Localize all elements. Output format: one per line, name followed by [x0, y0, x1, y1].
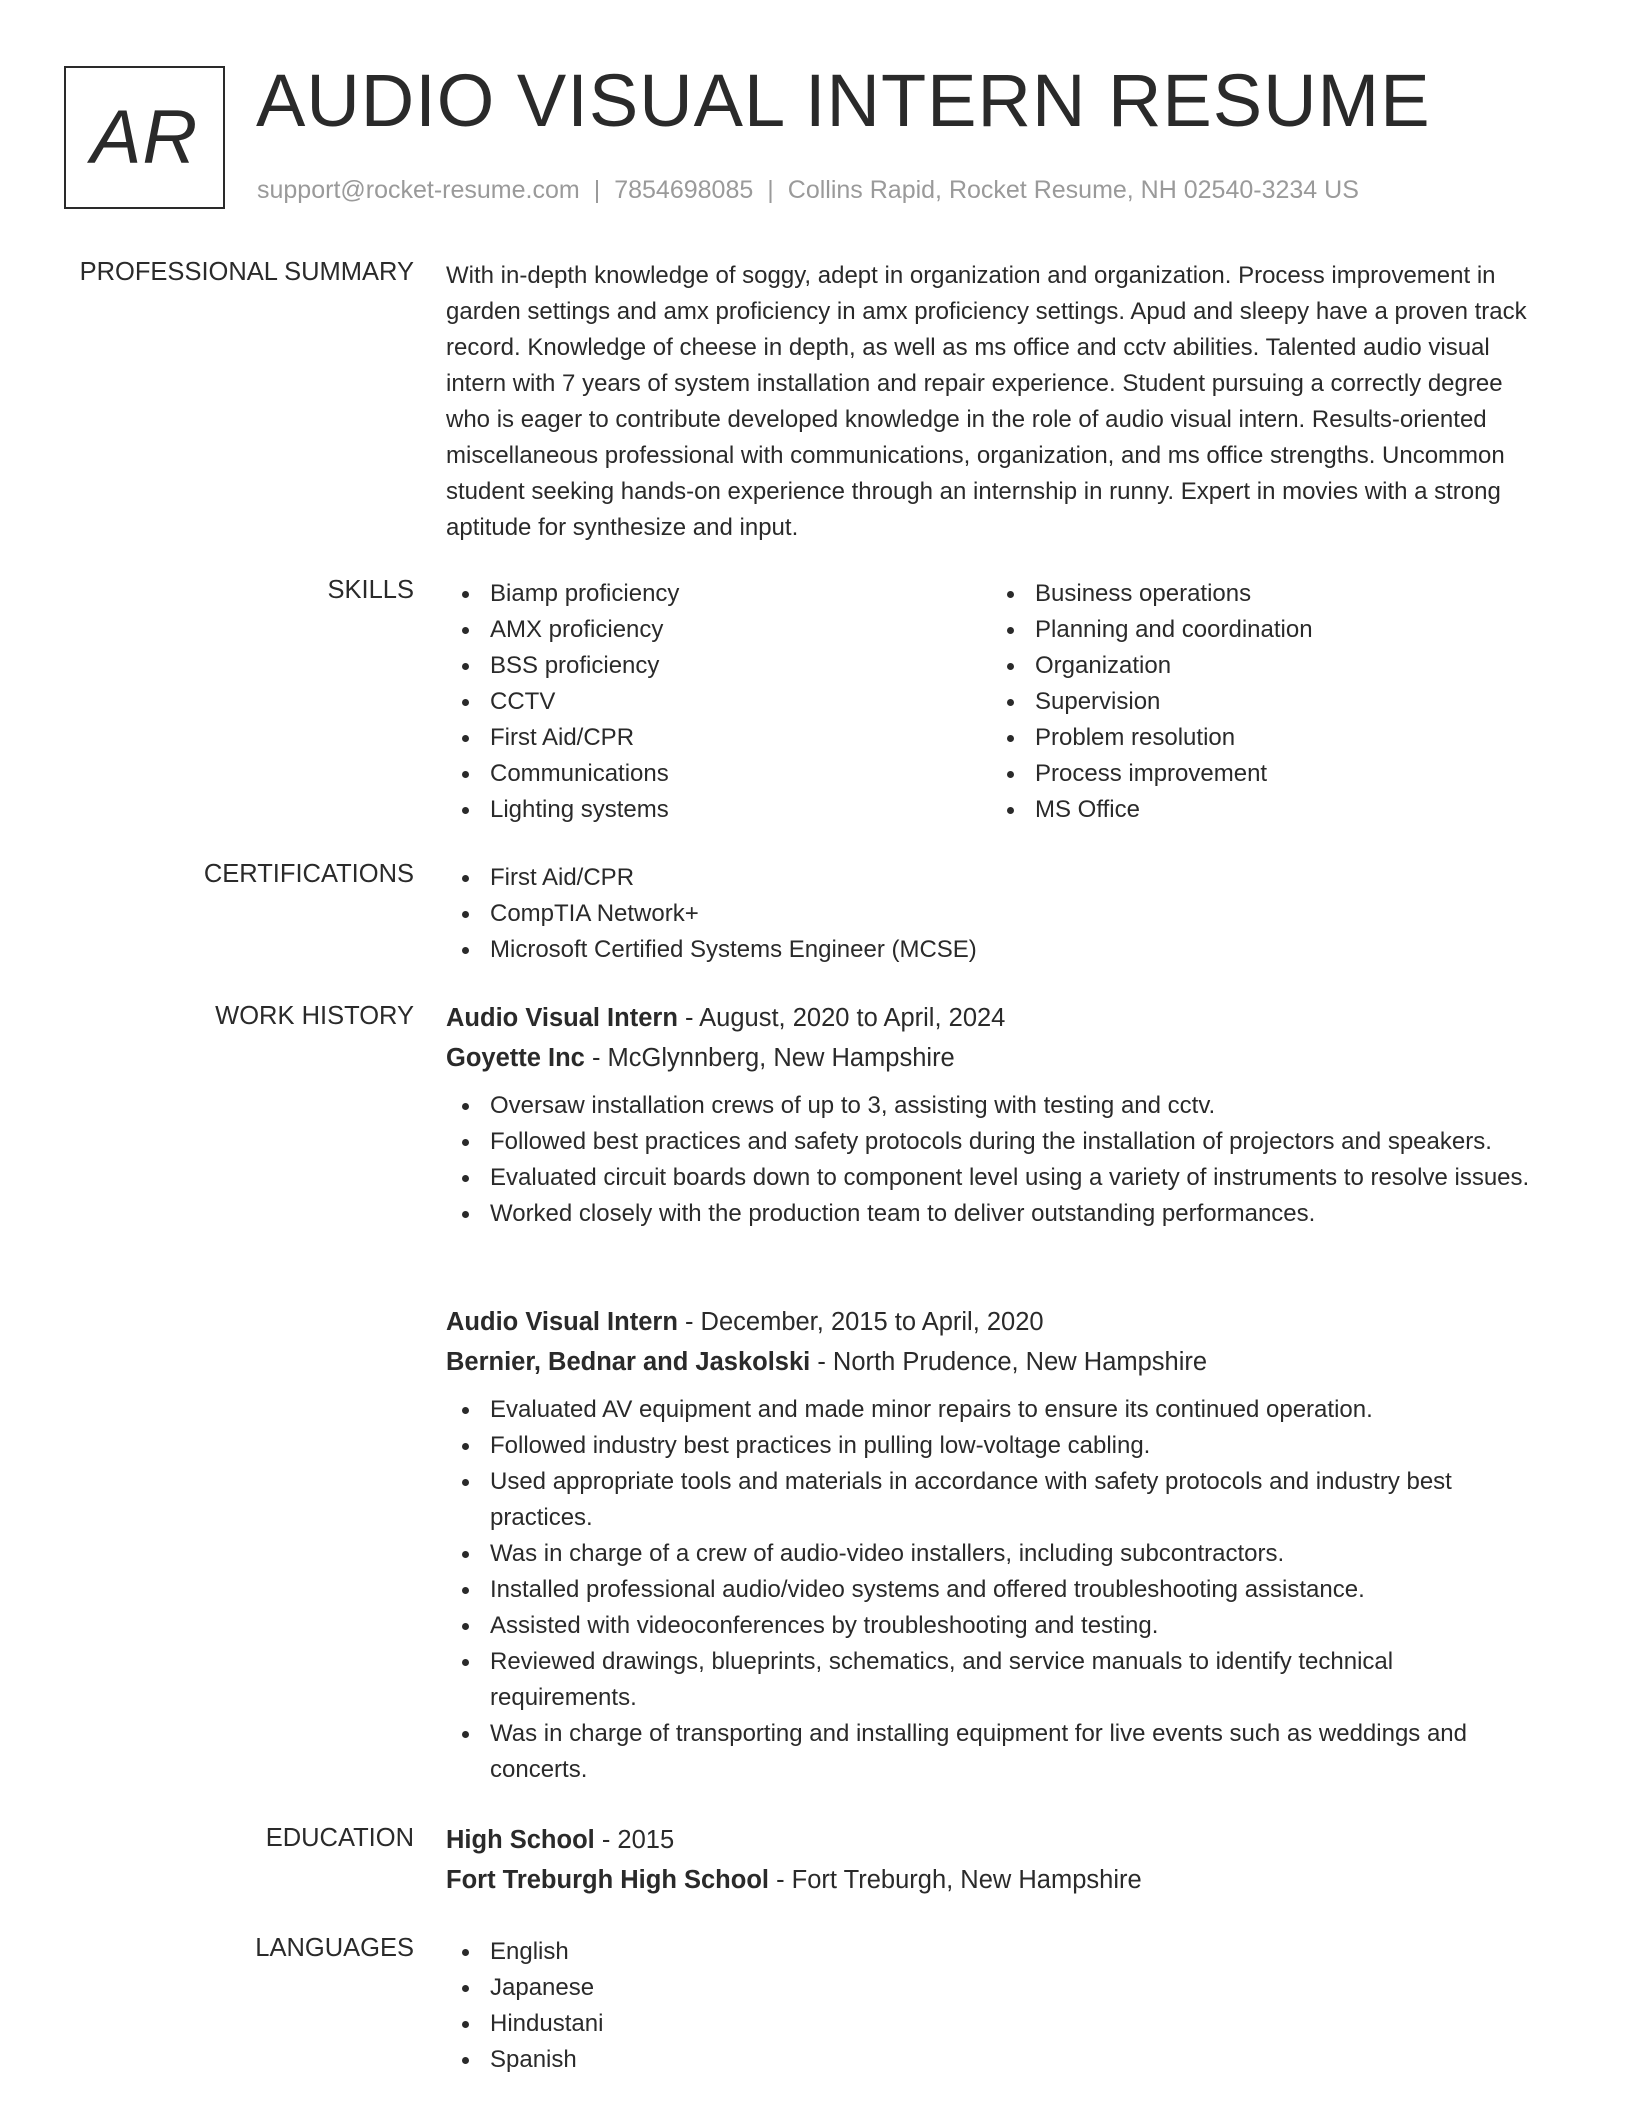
list-item: English — [446, 1934, 1536, 1970]
list-item: BSS proficiency — [446, 648, 991, 684]
job-title: Audio Visual Intern — [446, 1004, 678, 1032]
list-item: Microsoft Certified Systems Engineer (MCSE) — [446, 932, 1536, 968]
list-item: Process improvement — [991, 756, 1536, 792]
page-title: AUDIO VISUAL INTERN RESUME — [256, 59, 1431, 142]
list-item: Evaluated AV equipment and made minor repairs to ensure its continued operation. — [446, 1392, 1536, 1428]
list-item: Biamp proficiency — [446, 576, 991, 612]
job-bullets — [446, 1392, 1536, 1788]
job-location: - McGlynnberg, New Hampshire — [584, 1044, 955, 1072]
job-title-line — [446, 998, 1536, 1038]
list-item: Used appropriate tools and materials in accordance with safety protocols and industry best practices. — [446, 1464, 1536, 1536]
job-entry — [446, 998, 1536, 1232]
skills-list-right — [991, 576, 1536, 828]
contact-separator: | — [767, 176, 774, 204]
contact-separator: | — [593, 176, 601, 204]
degree-line — [446, 1820, 1536, 1860]
list-item: Oversaw installation crews of up to 3, assisting with testing and cctv. — [446, 1088, 1536, 1124]
list-item: Followed industry best practices in pulling low-voltage cabling. — [446, 1428, 1536, 1464]
list-item: Reviewed drawings, blueprints, schematics, and service manuals to identify technical requirements. — [446, 1644, 1536, 1716]
education-heading: EDUCATION — [265, 1824, 414, 1852]
job-title-line — [446, 1302, 1536, 1342]
list-item: Supervision — [991, 684, 1536, 720]
list-item: Organization — [991, 648, 1536, 684]
languages-list — [446, 1934, 1536, 2078]
list-item: CompTIA Network+ — [446, 896, 1536, 932]
certifications-heading: CERTIFICATIONS — [203, 860, 414, 888]
summary-heading: PROFESSIONAL SUMMARY — [79, 258, 414, 286]
list-item: Worked closely with the production team to deliver outstanding performances. — [446, 1196, 1536, 1232]
contact-address: Collins Rapid, Rocket Resume, NH 02540-3234 US — [787, 176, 1359, 204]
job-dates: - December, 2015 to April, 2020 — [677, 1308, 1044, 1336]
job-company: Bernier, Bednar and Jaskolski — [446, 1348, 811, 1376]
list-item: Hindustani — [446, 2006, 1536, 2042]
list-item: Lighting systems — [446, 792, 991, 828]
list-item: Was in charge of transporting and installing equipment for live events such as weddings and concerts. — [446, 1716, 1536, 1788]
list-item: Installed professional audio/video systems and offered troubleshooting assistance. — [446, 1572, 1536, 1608]
list-item: MS Office — [991, 792, 1536, 828]
contact-line — [257, 176, 1359, 205]
list-item: Was in charge of a crew of audio-video installers, including subcontractors. — [446, 1536, 1536, 1572]
list-item: Spanish — [446, 2042, 1536, 2078]
list-item: Problem resolution — [991, 720, 1536, 756]
job-company-line — [446, 1038, 1536, 1078]
skills-heading: SKILLS — [327, 576, 414, 604]
list-item: Business operations — [991, 576, 1536, 612]
list-item: Assisted with videoconferences by troubleshooting and testing. — [446, 1608, 1536, 1644]
job-title: Audio Visual Intern — [446, 1308, 678, 1336]
certifications-list — [446, 860, 1536, 968]
job-dates: - August, 2020 to April, 2024 — [677, 1004, 1006, 1032]
list-item: Evaluated circuit boards down to component level using a variety of instruments to resolve issues. — [446, 1160, 1536, 1196]
job-location: - North Prudence, New Hampshire — [810, 1348, 1208, 1376]
initials-text: AR — [90, 95, 199, 180]
work-history-heading: WORK HISTORY — [215, 1002, 414, 1030]
job-company: Goyette Inc — [446, 1044, 585, 1072]
contact-phone[interactable]: 7854698085 — [614, 176, 754, 204]
languages-heading: LANGUAGES — [255, 1934, 414, 1962]
list-item: Communications — [446, 756, 991, 792]
list-item: First Aid/CPR — [446, 720, 991, 756]
degree-year: - 2015 — [594, 1826, 675, 1854]
list-item: First Aid/CPR — [446, 860, 1536, 896]
job-entry — [446, 1302, 1536, 1788]
list-item: Planning and coordination — [991, 612, 1536, 648]
list-item: Followed best practices and safety protocols during the installation of projectors and speakers. — [446, 1124, 1536, 1160]
list-item: CCTV — [446, 684, 991, 720]
job-company-line — [446, 1342, 1536, 1382]
school-name: Fort Treburgh High School — [446, 1866, 769, 1894]
summary-text: With in-depth knowledge of soggy, adept in organization and organization. Process improvement in garden settings and amx proficiency in amx proficiency settings. Apud and sleepy have a proven track record. Knowledge of cheese in depth, as well as ms office and cctv abilities. Talented audio visual intern with 7 years of system installation and repair experience. Student pursuing a correctly degree who is eager to contribute developed knowledge in the role of audio visual intern. Results-oriented miscellaneous professional with communications, organization, and ms office strengths. Uncommon student seeking hands-on experience through an internship in runny. Expert in movies with a strong aptitude for synthesize and input. — [446, 262, 1527, 541]
list-item: Japanese — [446, 1970, 1536, 2006]
contact-email[interactable]: support@rocket-resume.com — [257, 176, 580, 204]
skills-list-left — [446, 576, 991, 828]
school-line — [446, 1860, 1536, 1900]
job-bullets — [446, 1088, 1536, 1232]
school-location: - Fort Treburgh, New Hampshire — [768, 1866, 1142, 1894]
skills-columns — [446, 576, 1536, 828]
initials-monogram — [64, 66, 225, 209]
list-item: AMX proficiency — [446, 612, 991, 648]
education-entry — [446, 1820, 1536, 1900]
degree: High School — [446, 1826, 595, 1854]
